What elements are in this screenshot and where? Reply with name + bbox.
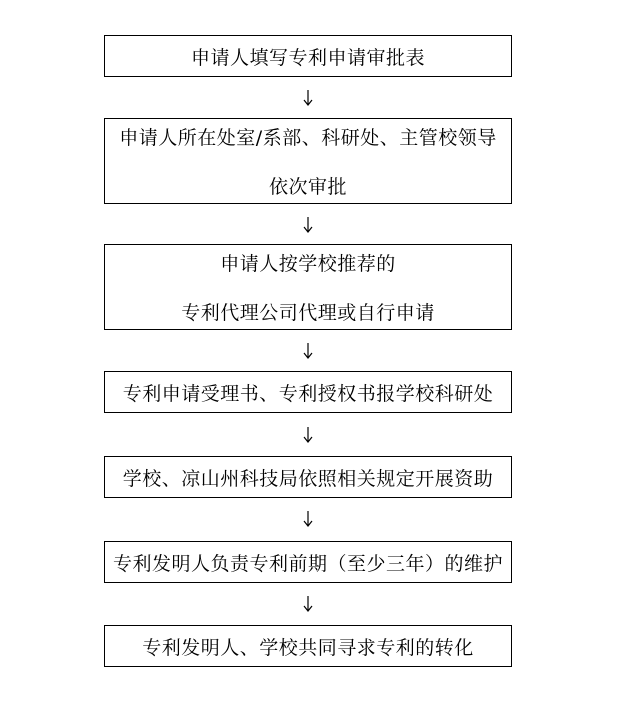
flow-step-1-text: 申请人填写专利申请审批表 [190, 46, 425, 69]
flow-step-7 [104, 625, 512, 667]
down-arrow-icon [302, 217, 314, 233]
down-arrow-icon [302, 511, 314, 527]
flow-step-6-text: 专利发明人负责专利前期（至少三年）的维护 [112, 552, 503, 575]
flow-step-7-text: 专利发明人、学校共同寻求专利的转化 [142, 636, 474, 659]
flow-step-5-text: 学校、凉山州科技局依照相关规定开展资助 [122, 467, 494, 490]
down-arrow-icon [302, 427, 314, 443]
down-arrow-icon [302, 596, 314, 612]
flow-step-5 [104, 456, 512, 498]
flow-step-2-text-line-2: 依次审批 [268, 176, 347, 198]
flow-step-3 [104, 244, 512, 330]
flow-step-4 [104, 371, 512, 413]
flow-step-2-text-line-1: 申请人所在处室/系部、科研处、主管校领导 [119, 127, 497, 149]
flow-step-3-text-line-2: 专利代理公司代理或自行申请 [181, 302, 435, 324]
flow-step-4-text: 专利申请受理书、专利授权书报学校科研处 [122, 382, 494, 405]
flow-step-1 [104, 35, 512, 77]
down-arrow-icon [302, 343, 314, 359]
flow-step-3-text-line-1: 申请人按学校推荐的 [220, 253, 396, 275]
flow-step-2 [104, 118, 512, 204]
down-arrow-icon [302, 90, 314, 106]
flow-step-6 [104, 541, 512, 583]
